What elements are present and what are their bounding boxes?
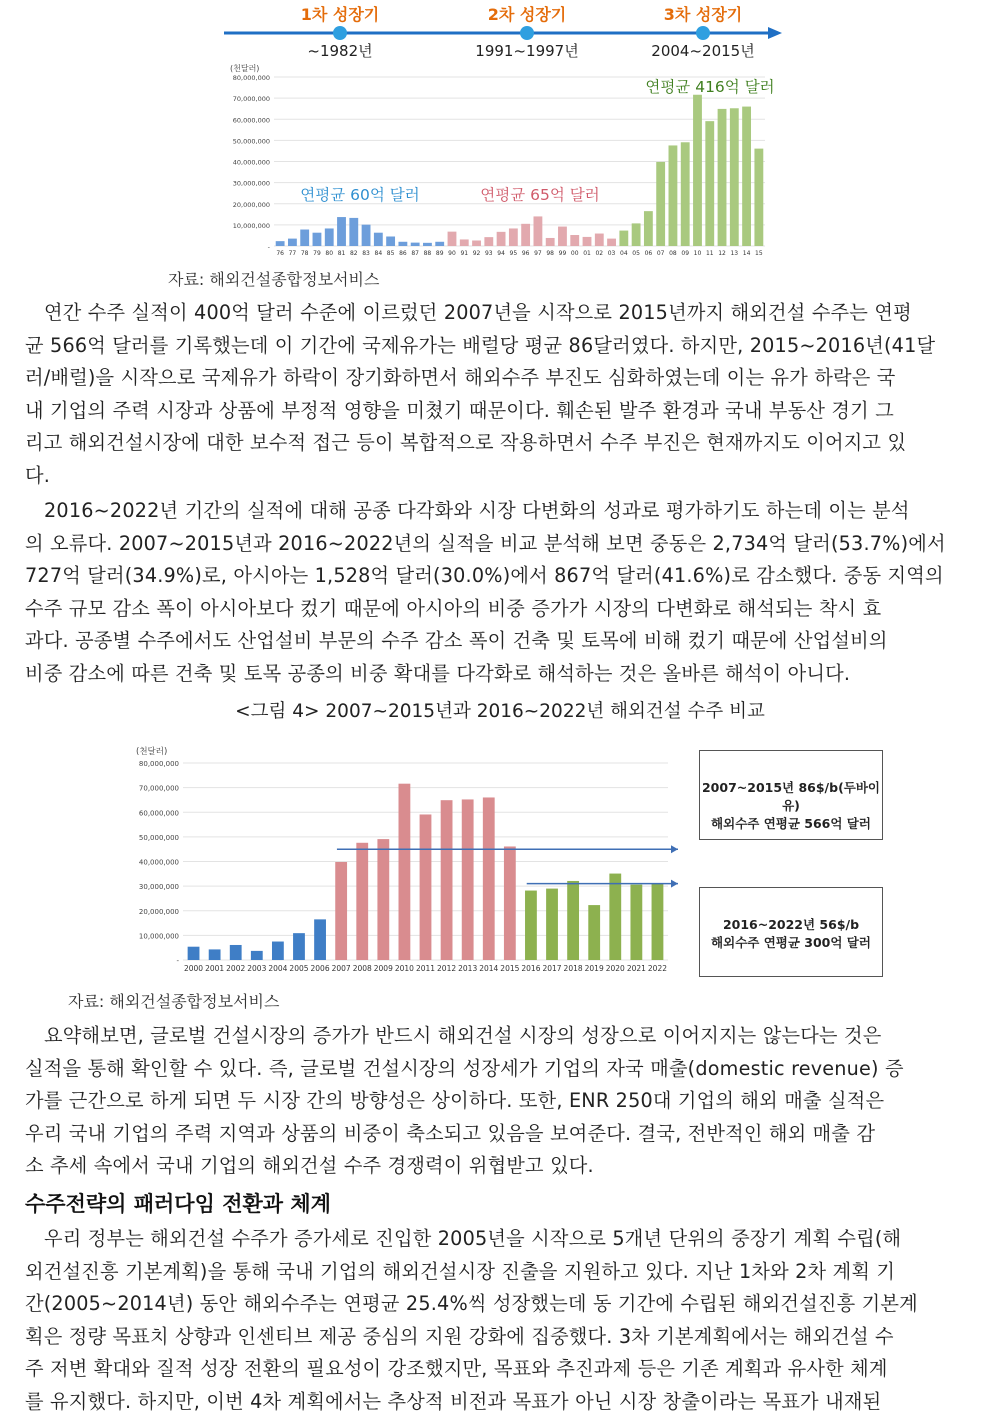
paragraph-line: 내 기업의 주력 시장과 상품에 부정적 영향을 미쳤기 때문이다. 훼손된 발주 환경과 국내 부동산 경기 그 (25, 395, 977, 428)
x-tick-label: 2020 (606, 964, 625, 973)
x-tick-label: 93 (485, 250, 493, 257)
paragraph-line: 간(2005~2014년) 동안 해외수주는 연평균 25.4%씩 성장했는데 동 기간에 수립된 해외건설진흥 기본계 (25, 1288, 977, 1321)
y-tick-label: 70,000,000 (139, 785, 179, 793)
annotation-period-2: 연평균 65억 달러 (480, 185, 599, 204)
paragraph-line: 연간 수주 실적이 400억 달러 수준에 이르렀던 2007년을 시작으로 2015년까지 해외건설 수주는 연평 (25, 297, 977, 330)
x-tick-label: 2009 (374, 964, 393, 973)
bar (730, 108, 739, 246)
bar (435, 242, 444, 246)
x-tick-label: 09 (681, 250, 689, 257)
bar (314, 919, 326, 960)
bar (188, 947, 200, 960)
bar (521, 224, 530, 246)
y-tick-label: 70,000,000 (233, 95, 270, 103)
bar (619, 231, 628, 246)
timeline-marker-2 (520, 26, 534, 40)
callout-line: 2016~2022년 56$/b (700, 916, 882, 934)
x-tick-label: 05 (632, 250, 640, 257)
x-tick-label: 97 (534, 250, 542, 257)
paragraph-line: 주 저변 확대와 질적 성장 전환의 필요성이 강조했지만, 목표와 추진과제 등은 기존 계획과 유사한 체계 (25, 1353, 977, 1386)
bar (546, 238, 555, 246)
paragraph-line: 가를 근간으로 하게 되면 두 시장 간의 방향성은 상이하다. 또한, ENR 250대 기업의 해외 매출 실적은 (25, 1085, 977, 1118)
callout-line: 해외수주 연평균 300억 달러 (700, 934, 882, 952)
timeline-marker-1 (333, 26, 347, 40)
paragraph-line: 2016~2022년 기간의 실적에 대해 공종 다각화와 시장 다변화의 성과로 평가하기도 하는데 이는 분석 (25, 495, 977, 528)
x-tick-label: 2019 (585, 964, 604, 973)
bar (398, 242, 407, 246)
y-tick-label: - (268, 243, 271, 251)
bar (705, 121, 714, 246)
paragraph-line: 균 566억 달러를 기록했는데 이 기간에 국제유가는 배럴당 평균 86달러였다. 하지만, 2015~2016년(41달 (25, 330, 977, 363)
bar (497, 232, 506, 246)
x-tick-label: 15 (755, 250, 763, 257)
bar (509, 228, 518, 246)
bar (462, 799, 474, 960)
x-tick-label: 07 (657, 250, 665, 257)
bar (272, 942, 284, 960)
bar (504, 846, 516, 960)
x-tick-label: 2008 (353, 964, 372, 973)
comparison-bar-chart (128, 740, 678, 980)
x-tick-label: 2000 (184, 964, 203, 973)
x-tick-label: 87 (411, 250, 419, 257)
bar (230, 945, 242, 960)
bar (377, 839, 389, 960)
y-tick-label: 80,000,000 (139, 760, 179, 768)
phase-period-1: ~1982년 (307, 42, 372, 60)
annotation-period-1: 연평균 60억 달러 (300, 185, 419, 204)
paragraph-line: 수주 규모 감소 폭이 아시아보다 컸기 때문에 아시아의 비중 증가가 시장의 다변화로 해석되는 착시 효 (25, 593, 977, 626)
phase-label-3: 3차 성장기 (664, 5, 743, 24)
phase-label-1: 1차 성장기 (301, 5, 380, 24)
paragraph-line: 요약해보면, 글로벌 건설시장의 증가가 반드시 해외건설 시장의 성장으로 이어지지는 않는다는 것은 (25, 1020, 977, 1053)
phase-label-2: 2차 성장기 (488, 5, 567, 24)
bar (558, 227, 567, 246)
bar (693, 95, 702, 246)
y-tick-label: 30,000,000 (139, 883, 179, 891)
x-tick-label: 2022 (648, 964, 667, 973)
bar (335, 862, 347, 960)
paragraph-line: 우리 정부는 해외건설 수주가 증가세로 진입한 2005년을 시작으로 5개년 단위의 중장기 계획 수립(해 (25, 1223, 977, 1256)
unit-label: (천달러) (230, 63, 259, 73)
x-tick-label: 2015 (500, 964, 519, 973)
figure2-caption: <그림 4> 2007~2015년과 2016~2022년 해외건설 수주 비교 (0, 697, 1000, 723)
bar (386, 236, 395, 246)
bar (632, 223, 641, 246)
section-heading: 수주전략의 패러다임 전환과 체계 (25, 1188, 331, 1218)
paragraph-line: 리고 해외건설시장에 대한 보수적 접근 등이 복합적으로 작용하면서 수주 부진은 현재까지도 이어지고 있 (25, 427, 977, 460)
bar (209, 949, 221, 960)
paragraph-4 (25, 1223, 977, 1418)
y-tick-label: - (176, 957, 179, 965)
bar (313, 233, 322, 246)
y-tick-label: 10,000,000 (233, 222, 270, 230)
x-tick-label: 92 (473, 250, 481, 257)
y-tick-label: 30,000,000 (233, 180, 270, 188)
bar (349, 218, 358, 246)
x-tick-label: 2007 (332, 964, 351, 973)
bar (337, 217, 346, 246)
x-tick-label: 76 (276, 250, 284, 257)
bar (652, 884, 664, 960)
x-tick-label: 01 (583, 250, 591, 257)
paragraph-line: 소 추세 속에서 국내 기업의 해외건설 수주 경쟁력이 위협받고 있다. (25, 1150, 977, 1183)
x-tick-label: 81 (338, 250, 346, 257)
unit-label: (천달러) (136, 746, 167, 757)
paragraph-line: 727억 달러(34.9%)로, 아시아는 1,528억 달러(30.0%)에서 867억 달러(41.6%)로 감소했다. 중동 지역의 (25, 560, 977, 593)
x-tick-label: 13 (730, 250, 738, 257)
callout-2016-2022 (699, 887, 883, 977)
x-tick-label: 2012 (437, 964, 456, 973)
y-tick-label: 80,000,000 (233, 74, 270, 82)
paragraph-1 (25, 297, 977, 492)
x-tick-label: 78 (301, 250, 309, 257)
x-tick-label: 98 (546, 250, 554, 257)
bar (420, 814, 432, 960)
y-tick-label: 50,000,000 (139, 834, 179, 842)
x-tick-label: 96 (522, 250, 530, 257)
y-tick-label: 60,000,000 (139, 809, 179, 817)
x-tick-label: 2017 (542, 964, 561, 973)
bar (276, 241, 285, 246)
x-tick-label: 2011 (416, 964, 435, 973)
bar (570, 235, 579, 246)
x-tick-label: 2016 (521, 964, 540, 973)
annotation-period-3: 연평균 416억 달러 (645, 77, 774, 96)
bar (460, 239, 469, 246)
bar (356, 843, 368, 960)
x-tick-label: 2021 (627, 964, 646, 973)
paragraph-line: 우리 국내 기업의 주력 지역과 상품의 비중이 축소되고 있음을 보여준다. 결국, 전반적인 해외 매출 감 (25, 1118, 977, 1151)
bar (567, 881, 579, 960)
phase-period-3: 2004~2015년 (651, 42, 754, 60)
bar (609, 874, 621, 960)
growth-bar-chart (210, 60, 785, 265)
callout-line: 2007~2015년 86$/b(두바이유) (700, 779, 882, 815)
bar (525, 891, 537, 960)
timeline-arrowhead (768, 27, 782, 39)
paragraph-line: 과다. 공종별 수주에서도 산업설비 부문의 수주 감소 폭이 건축 및 토목에 비해 컸기 때문에 산업설비의 (25, 625, 977, 658)
paragraph-line: 의 오류다. 2007~2015년과 2016~2022년의 실적을 비교 분석해 보면 중동은 2,734억 달러(53.7%)에서 (25, 528, 977, 561)
x-tick-label: 89 (436, 250, 444, 257)
bar (681, 142, 690, 246)
bar (656, 162, 665, 246)
bar (742, 107, 751, 246)
bar (472, 241, 481, 246)
x-tick-label: 85 (387, 250, 395, 257)
bar (288, 239, 297, 246)
x-tick-label: 83 (362, 250, 370, 257)
paragraph-line: 획은 정량 목표치 상향과 인센티브 제공 중심의 지원 강화에 집중했다. 3차 기본계획에서는 해외건설 수 (25, 1321, 977, 1354)
x-tick-label: 10 (694, 250, 702, 257)
reference-arrowhead (671, 845, 678, 853)
x-tick-label: 2014 (479, 964, 498, 973)
x-tick-label: 2005 (289, 964, 308, 973)
phase-period-2: 1991~1997년 (475, 42, 578, 60)
x-tick-label: 94 (497, 250, 505, 257)
bar (583, 237, 592, 246)
bar (423, 243, 432, 246)
paragraph-line: 다. (25, 460, 977, 493)
y-tick-label: 50,000,000 (233, 137, 270, 145)
x-tick-label: 77 (289, 250, 297, 257)
bar (251, 951, 263, 960)
figure2-source: 자료: 해외건설종합정보서비스 (68, 989, 279, 1012)
bar (754, 149, 763, 246)
x-tick-label: 08 (669, 250, 677, 257)
x-tick-label: 00 (571, 250, 579, 257)
x-tick-label: 02 (595, 250, 603, 257)
x-tick-label: 80 (325, 250, 333, 257)
bar (630, 885, 642, 960)
bar (293, 933, 305, 960)
bar (300, 230, 309, 246)
y-tick-label: 60,000,000 (233, 116, 270, 124)
x-tick-label: 03 (608, 250, 616, 257)
bar (595, 234, 604, 246)
growth-timeline (220, 0, 790, 62)
x-tick-label: 11 (706, 250, 714, 257)
x-tick-label: 91 (460, 250, 468, 257)
reference-arrowhead (671, 880, 678, 888)
paragraph-2 (25, 495, 977, 690)
timeline-marker-3 (696, 26, 710, 40)
bar (441, 800, 453, 960)
paragraph-line: 러/배럴)을 시작으로 국제유가 하락이 장기화하면서 해외수주 부진도 심화하였는데 이는 유가 하락은 국 (25, 362, 977, 395)
x-tick-label: 2002 (226, 964, 245, 973)
bar (448, 232, 457, 246)
callout-line: 해외수주 연평균 566억 달러 (700, 815, 882, 833)
y-tick-label: 20,000,000 (139, 908, 179, 916)
bar (374, 233, 383, 246)
x-tick-label: 06 (645, 250, 653, 257)
x-tick-label: 79 (313, 250, 321, 257)
y-tick-label: 40,000,000 (139, 859, 179, 867)
x-tick-label: 86 (399, 250, 407, 257)
y-tick-label: 40,000,000 (233, 159, 270, 167)
paragraph-3 (25, 1020, 977, 1183)
x-tick-label: 2013 (458, 964, 477, 973)
callout-2007-2015 (699, 750, 883, 840)
bar (546, 889, 558, 960)
x-tick-label: 2010 (395, 964, 414, 973)
paragraph-line: 실적을 통해 확인할 수 있다. 즉, 글로벌 건설시장의 성장세가 기업의 자국 매출(domestic revenue) 증 (25, 1053, 977, 1086)
bar (588, 905, 600, 960)
paragraph-line: 를 유지했다. 하지만, 이번 4차 계획에서는 추상적 비전과 목표가 아닌 시장 창출이라는 목표가 내재된 (25, 1386, 977, 1418)
x-tick-label: 14 (743, 250, 751, 257)
bar (325, 228, 334, 246)
y-tick-label: 10,000,000 (139, 932, 179, 940)
bar (483, 797, 495, 960)
x-tick-label: 95 (510, 250, 518, 257)
figure1-source: 자료: 해외건설종합정보서비스 (168, 267, 379, 290)
bar (718, 109, 727, 246)
y-tick-label: 20,000,000 (233, 201, 270, 209)
x-tick-label: 2006 (311, 964, 330, 973)
x-tick-label: 04 (620, 250, 628, 257)
paragraph-line: 비중 감소에 따른 건축 및 토목 공종의 비중 확대를 다각화로 해석하는 것은 올바른 해석이 아니다. (25, 658, 977, 691)
bar (411, 243, 420, 246)
x-tick-label: 2018 (564, 964, 583, 973)
x-tick-label: 2004 (268, 964, 287, 973)
x-tick-label: 88 (424, 250, 432, 257)
bar (533, 216, 542, 246)
x-tick-label: 90 (448, 250, 456, 257)
x-tick-label: 84 (375, 250, 383, 257)
x-tick-label: 2003 (247, 964, 266, 973)
bar (484, 237, 493, 246)
x-tick-label: 99 (559, 250, 567, 257)
bar (399, 784, 411, 960)
bar (607, 239, 616, 246)
bar (362, 225, 371, 246)
bar (669, 145, 678, 246)
x-tick-label: 12 (718, 250, 726, 257)
paragraph-line: 외건설진흥 기본계획)을 통해 국내 기업의 해외건설시장 진출을 지원하고 있다. 지난 1차와 2차 계획 기 (25, 1256, 977, 1289)
x-tick-label: 2001 (205, 964, 224, 973)
x-tick-label: 82 (350, 250, 358, 257)
bar (644, 211, 653, 246)
